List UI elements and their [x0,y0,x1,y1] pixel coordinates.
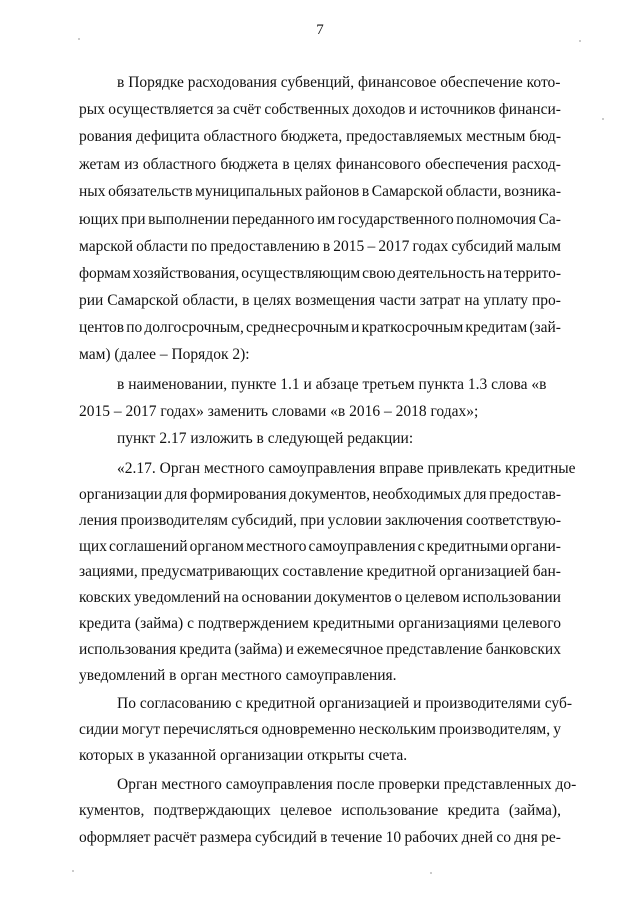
text-line: По согласованию с кредитной организацией и производителями суб- [117,695,572,712]
text-line: Орган местного самоуправления после проверки представленных до- [117,776,577,793]
page-number: 7 [316,22,324,38]
text-line: ных обязательств муниципальных районов в Самарской области, возника- [79,183,561,200]
text-line: 2015 – 2017 годах» заменить словами «в 2016 – 2018 годах»; [79,403,479,420]
text-line: рования дефицита областного бюджета, предоставляемых местным бюд- [79,128,561,145]
text-line: ковских уведомлений на основании документов о целевом использовании [79,589,561,606]
text-line: пункт 2.17 изложить в следующей редакции: [117,430,414,447]
text-line: оформляет расчёт размера субсидий в течение 10 рабочих дней со дня ре- [79,829,561,846]
text-line: ющих при выполнении переданного им государственного полномочия Са- [79,211,561,228]
text-line: центов по долгосрочным, среднесрочным и краткосрочным кредитам (зай- [79,319,561,336]
text-line: которых в указанной организации открыты счета. [79,747,408,764]
text-line: жетам из областного бюджета в целях финансового обеспечения расход- [79,156,561,173]
text-line: формам хозяйствования, осуществляющим свою деятельность на террито- [79,265,561,282]
text-line: сидии могут перечисляться одновременно нескольким производителям, у [79,721,561,738]
text-line: организации для формирования документов, необходимых для предостав- [79,486,561,503]
text-line: кументов, подтверждающих целевое использование кредита (займа), [79,802,561,819]
scan-speck [78,38,80,40]
text-line: зациями, предусматривающих составление кредитной организацией бан- [79,563,561,580]
text-line: марской области по предоставлению в 2015 – 2017 годах субсидий малым [79,238,561,255]
scan-speck [602,118,604,120]
scan-speck [430,872,432,874]
text-line: в наименовании, пункте 1.1 и абзаце третьем пункта 1.3 слова «в [117,376,547,393]
text-line: рых осуществляется за счёт собственных доходов и источников финанси- [79,101,561,118]
text-line: в Порядке расходования субвенций, финансовое обеспечение кото- [117,74,561,91]
text-line: мам) (далее – Порядок 2): [79,346,250,363]
scan-speck [579,40,581,42]
text-line: кредита (займа) с подтверждением кредитными организациями целевого [79,615,561,632]
text-line: «2.17. Орган местного самоуправления вправе привлекать кредитные [117,460,576,477]
text-line: рии Самарской области, в целях возмещения части затрат на уплату про- [79,292,561,309]
text-line: уведомлений в орган местного самоуправления. [79,667,397,684]
text-line: ления производителям субсидий, при условии заключения соответствую- [79,512,561,529]
text-line: щих соглашений органом местного самоуправления с кредитными органи- [79,538,561,555]
scan-speck [72,870,74,872]
text-line: использования кредита (займа) и ежемесячное представление банковских [79,641,561,658]
